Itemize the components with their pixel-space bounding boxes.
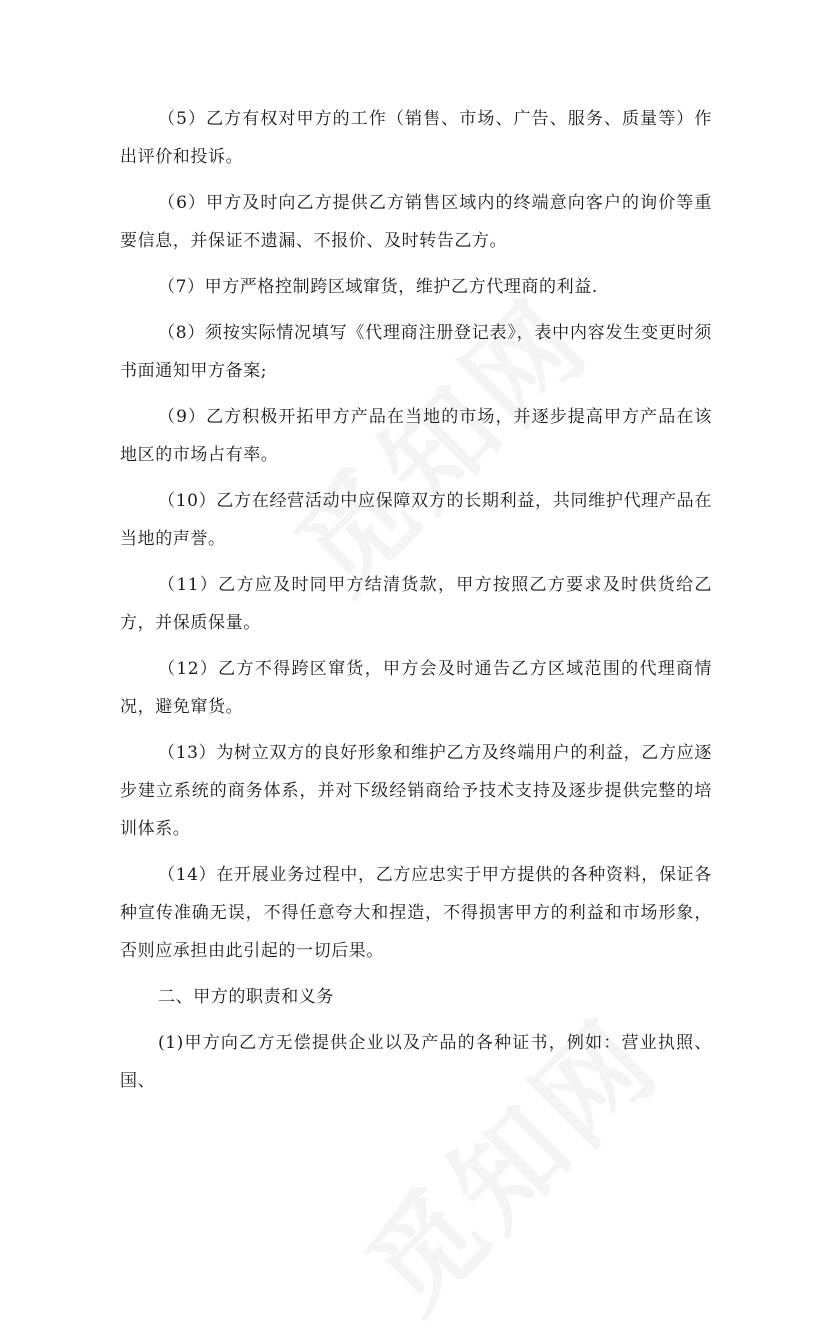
section-heading: 二、甲方的职责和义务 [158,987,334,1007]
clause-7: （7）甲方严格控制跨区域窜货，维护乙方代理商的利益. [158,277,598,297]
clause-5: （5）乙方有权对甲方的工作（销售、市场、广告、服务、质量等）作出评价和投诉。 [120,109,712,167]
clause-13: （13）为树立双方的良好形象和维护乙方及终端用户的利益，乙方应逐步建立系统的商务体系，并对下级经销商给予技术支持及逐步提供完整的培训体系。 [120,743,712,839]
clause-12: （12）乙方不得跨区窜货，甲方会及时通告乙方区域范围的代理商情况，避免窜货。 [120,659,712,717]
document-body [120,100,712,1100]
clause-14: （14）在开展业务过程中，乙方应忠实于甲方提供的各种资料，保证各种宣传准确无误，不得任意夸大和捏造，不得损害甲方的利益和市场形象，否则应承担由此引起的一切后果。 [120,865,712,961]
clause-8: （8）须按实际情况填写《代理商注册登记表》，表中内容发生变更时须书面通知甲方备案; [120,323,712,381]
duty-1: (1)甲方向乙方无偿提供企业以及产品的各种证书，例如：营业执照、国、 [120,1033,712,1091]
clause-9: （9）乙方积极开拓甲方产品在当地的市场，并逐步提高甲方产品在该地区的市场占有率。 [120,407,712,465]
clause-11: （11）乙方应及时同甲方结清货款，甲方按照乙方要求及时供货给乙方，并保质保量。 [120,575,712,633]
clause-6: （6）甲方及时向乙方提供乙方销售区域内的终端意向客户的询价等重要信息，并保证不遗漏、不报价、及时转告乙方。 [120,193,712,251]
clause-10: （10）乙方在经营活动中应保障双方的长期利益，共同维护代理产品在当地的声誉。 [120,491,712,549]
